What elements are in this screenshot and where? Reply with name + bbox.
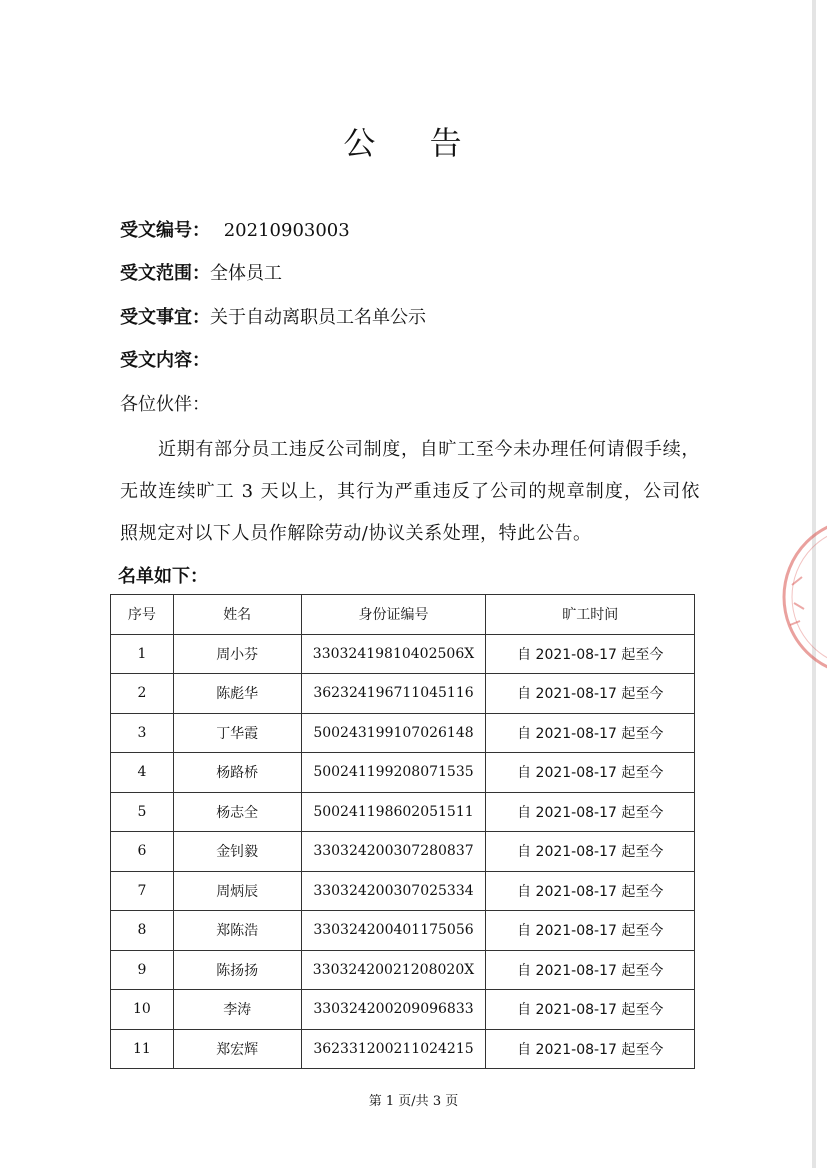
- cell-name: 杨路桥: [173, 753, 301, 793]
- cell-name: 李涛: [173, 990, 301, 1030]
- cell-absence-period: 自 2021-08-17 起至今: [486, 674, 695, 714]
- scope-label: 受文范围：: [120, 263, 210, 284]
- content-line: [120, 346, 210, 372]
- cell-absence-period: 自 2021-08-17 起至今: [486, 753, 695, 793]
- cell-absence-period: 自 2021-08-17 起至今: [486, 911, 695, 951]
- cell-absence-period: 自 2021-08-17 起至今: [486, 713, 695, 753]
- scope-value: 全体员工: [210, 263, 282, 284]
- doc-number-line: [120, 216, 350, 242]
- cell-index: 9: [111, 950, 174, 990]
- header-index: 序号: [111, 595, 174, 635]
- cell-id-number: 500241198602051511: [301, 792, 486, 832]
- header-absence-period: 旷工时间: [486, 595, 695, 635]
- cell-index: 10: [111, 990, 174, 1030]
- table-row: [111, 990, 695, 1030]
- cell-name: 金钊毅: [173, 832, 301, 872]
- cell-absence-period: 自 2021-08-17 起至今: [486, 792, 695, 832]
- roster-table: [110, 594, 695, 1069]
- cell-name: 陈彪华: [173, 674, 301, 714]
- subject-label: 受文事宜：: [120, 307, 210, 328]
- table-row: [111, 713, 695, 753]
- cell-absence-period: 自 2021-08-17 起至今: [486, 634, 695, 674]
- content-label: 受文内容：: [120, 350, 210, 371]
- page-title: 公 告: [343, 124, 484, 162]
- cell-index: 2: [111, 674, 174, 714]
- doc-number-label: 受文编号：: [120, 220, 210, 241]
- table-row: [111, 674, 695, 714]
- seal-inner-ring: [792, 527, 827, 667]
- cell-name: 周小芬: [173, 634, 301, 674]
- cell-name: 郑宏辉: [173, 1029, 301, 1069]
- cell-id-number: 500241199208071535: [301, 753, 486, 793]
- cell-id-number: 362324196711045116: [301, 674, 486, 714]
- cell-absence-period: 自 2021-08-17 起至今: [486, 871, 695, 911]
- subject-value: 关于自动离职员工名单公示: [210, 307, 426, 328]
- table-row: [111, 950, 695, 990]
- cell-index: 4: [111, 753, 174, 793]
- cell-name: 郑陈浩: [173, 911, 301, 951]
- table-row: [111, 634, 695, 674]
- seal-ring: [784, 525, 827, 670]
- header-name: 姓名: [173, 595, 301, 635]
- greeting: 各位伙伴：: [120, 394, 210, 415]
- list-title: 名单如下：: [118, 566, 208, 587]
- cell-index: 11: [111, 1029, 174, 1069]
- table-row: [111, 871, 695, 911]
- cell-name: 丁华霞: [173, 713, 301, 753]
- cell-index: 6: [111, 832, 174, 872]
- doc-number-value: 20210903003: [223, 220, 350, 241]
- table-row: [111, 911, 695, 951]
- cell-id-number: 500243199107026148: [301, 713, 486, 753]
- table-header-row: [111, 595, 695, 635]
- cell-absence-period: 自 2021-08-17 起至今: [486, 990, 695, 1030]
- cell-absence-period: 自 2021-08-17 起至今: [486, 832, 695, 872]
- cell-id-number: 330324200307280837: [301, 832, 486, 872]
- cell-id-number: 330324200307025334: [301, 871, 486, 911]
- cell-index: 8: [111, 911, 174, 951]
- scope-line: [120, 259, 282, 285]
- cell-name: 陈扬扬: [173, 950, 301, 990]
- table-row: [111, 792, 695, 832]
- table-row: [111, 753, 695, 793]
- body-paragraph: 近期有部分员工违反公司制度，自旷工至今未办理任何请假手续，无故连续旷工 3 天以上，其行为严重违反了公司的规章制度，公司依照规定对以下人员作解除劳动/协议关系处理，特此公告。: [120, 439, 700, 544]
- cell-id-number: 362331200211024215: [301, 1029, 486, 1069]
- table-row: [111, 832, 695, 872]
- cell-name: 周炳辰: [173, 871, 301, 911]
- company-seal: [770, 525, 827, 670]
- cell-index: 5: [111, 792, 174, 832]
- cell-id-number: 33032420021208020X: [301, 950, 486, 990]
- cell-index: 7: [111, 871, 174, 911]
- table-row: [111, 1029, 695, 1069]
- subject-line: [120, 303, 426, 329]
- cell-id-number: 330324200209096833: [301, 990, 486, 1030]
- header-id-number: 身份证编号: [301, 595, 486, 635]
- cell-name: 杨志全: [173, 792, 301, 832]
- cell-id-number: 330324200401175056: [301, 911, 486, 951]
- cell-absence-period: 自 2021-08-17 起至今: [486, 1029, 695, 1069]
- cell-index: 3: [111, 713, 174, 753]
- cell-index: 1: [111, 634, 174, 674]
- page-footer: 第 1 页/共 3 页: [368, 1094, 459, 1109]
- cell-absence-period: 自 2021-08-17 起至今: [486, 950, 695, 990]
- cell-id-number: 33032419810402506X: [301, 634, 486, 674]
